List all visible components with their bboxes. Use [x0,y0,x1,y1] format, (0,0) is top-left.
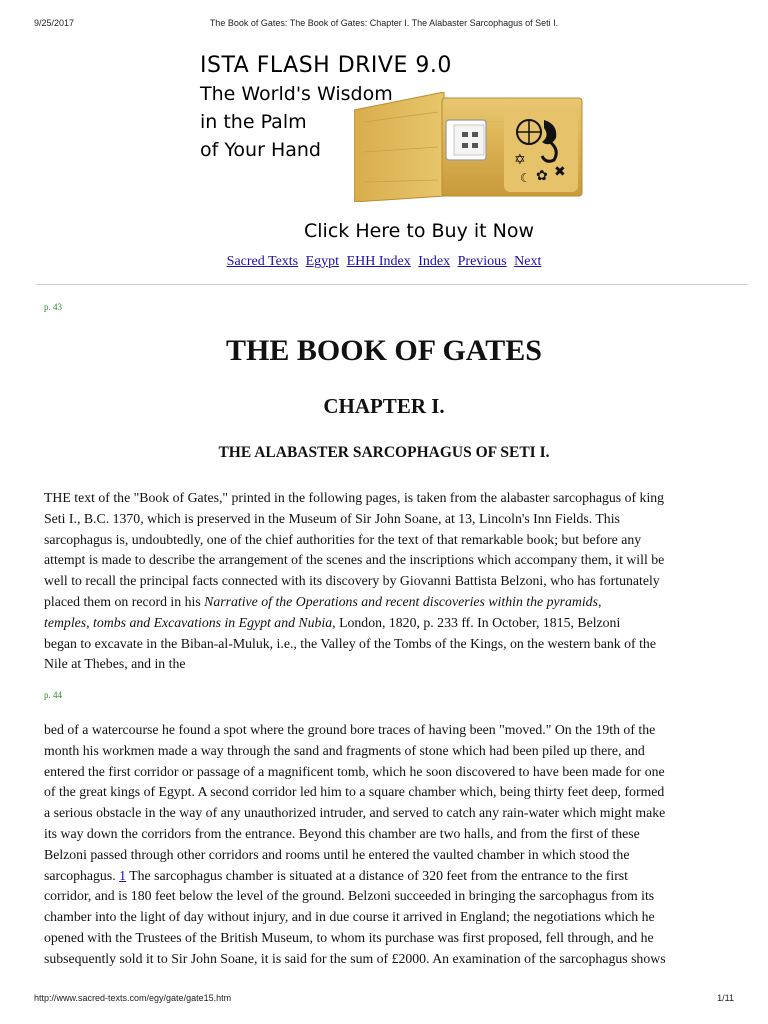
paragraph-2: bed of a watercourse he found a spot where the ground bore traces of having been "moved." On the 19th of the month his workmen made a way through the sand and fragments of stone which had been piled up there, and entered the first corridor or passage of a magnificent tomb, which he soon discovered to have been made for one of the great kings of Egypt. A second corridor led him to a square chamber which, being thirty feet deep, formed a serious obstacle in the way of any unauthorized intruder, and served to catch any rain-water which might make its way down the corridors from the entrance. Beyond this chamber are two halls, and from the first of these Belzoni passed through other corridors and rooms until he entered the vaulted chamber in which stood the sarcophagus. 1 The sarcophagus chamber is situated at a distance of 320 feet from the entrance to the first corridor, and is 180 feet below the level of the ground. Belzoni succeeded in bringing the sarcophagus from its chamber into the light of day without injury, and in due course it arrived in England; the negotiations which he opened with the Trustees of the British Museum, to whom its purchase was first proposed, fell through, and he subsequently sold it to Sir John Soane, it is said for the sum of £2000. An examination of the sarcophagus shows [44,722,666,966]
nav-link-egypt[interactable]: Egypt [305,254,340,269]
print-page-title: The Book of Gates: The Book of Gates: Chapter I. The Alabaster Sarcophagus of Seti I. [209,18,559,28]
ad-tagline-3: of Your Hand [200,139,321,161]
book-reference-italic-cont: temples, tombs and Excavations in Egypt and Nubia [44,614,333,630]
nav-link-previous[interactable]: Previous [457,254,507,269]
print-url: http://www.sacred-texts.com/egy/gate/gate15.htm [34,993,232,1003]
print-header [34,18,734,30]
nav-link-sacred-texts[interactable]: Sacred Texts [226,254,299,269]
nav-link-index[interactable]: Index [418,254,451,269]
ad-tagline-1: The World's Wisdom [200,83,393,105]
flash-drive-image[interactable] [354,92,586,202]
horizontal-rule [36,284,748,285]
page-marker-43: p. 43 [44,302,62,312]
book-reference-italic: Narrative of the Operations and recent discoveries within the pyramids, [204,593,602,609]
book-title: THE BOOK OF GATES [226,334,542,367]
nav-link-ehh-index[interactable]: EHH Index [346,254,411,269]
site-nav [0,254,768,270]
paragraph-1: THE text of the "Book of Gates," printed in the following pages, is taken from the alabaster sarcophagus of king Seti I., B.C. 1370, which is preserved in the Museum of Sir John Soane, at 13, Lincoln's Inn Fields. This sarcophagus is, undoubtedly, one of the chief authorities for the text of that remarkable book; but before any attempt is made to describe the arrangement of the scenes and the inscriptions which accompany them, it will be well to recall the principal facts connected with its discovery by Giovanni Battista Belzoni, who has fortunately placed them on record in his Narrative of the Operations and recent discoveries within the pyramids, temples, tombs and Excavations in Egypt and Nubia, London, 1820, p. 233 ff. In October, 1815, Belzoni began to excavate in the Biban-al-Muluk, i.e., the Valley of the Tombs of the Kings, on the western bank of the Nile at Thebes, and in the [44,490,665,672]
page-marker-44: p. 44 [44,690,62,700]
nav-link-next[interactable]: Next [514,254,542,269]
svg-text:☾: ☾ [520,171,531,185]
ad-tagline-2: in the Palm [200,111,307,133]
svg-text:✿: ✿ [536,168,548,184]
flash-drive-ad[interactable] [196,52,592,248]
svg-text:✖: ✖ [554,164,566,180]
print-date: 9/25/2017 [34,18,75,28]
svg-text:✡: ✡ [514,152,526,168]
chapter-heading: CHAPTER I. [323,394,445,418]
buy-now-link[interactable]: Click Here to Buy it Now [304,220,535,242]
print-footer [34,993,734,1005]
print-page-count: 1/11 [717,993,734,1003]
chapter-subtitle: THE ALABASTER SARCOPHAGUS OF SETI I. [218,444,550,461]
ad-headline: ISTA FLASH DRIVE 9.0 [200,53,452,78]
footnote-link-1[interactable]: 1 [119,867,127,883]
